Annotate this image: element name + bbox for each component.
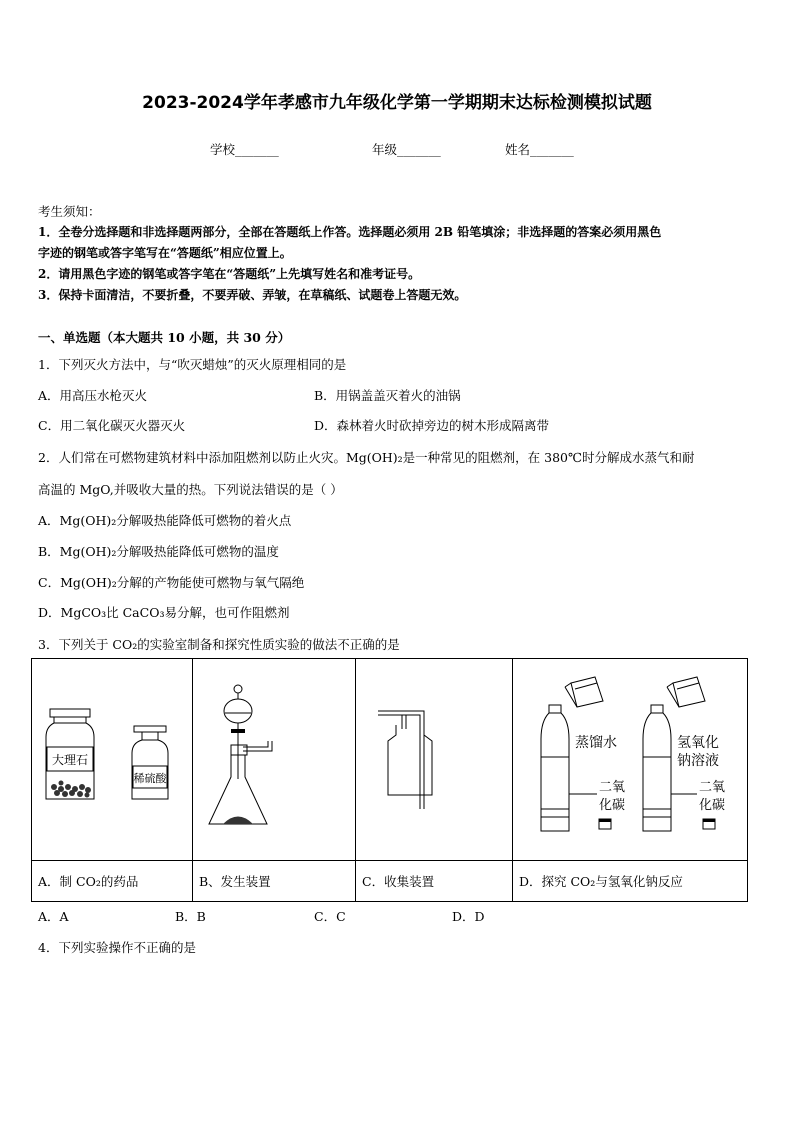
naoh-label-2: 钠溶液	[677, 753, 719, 769]
notice-item-1: 1．全卷分选择题和非选择题两部分，全部在答题纸上作答。选择题必须用 2B 铅笔填涂；非选择题的答案必须用黑色	[38, 225, 662, 239]
q2-option-b: B．Mg(OH)₂分解吸热能降低可燃物的温度	[38, 544, 279, 559]
notice-heading: 考生须知：	[38, 204, 101, 219]
q3-caption-a: A．制 CO₂的药品	[32, 861, 193, 902]
q3-cell-c-image	[356, 659, 513, 861]
co2-label-right-1: 二氧	[699, 780, 726, 795]
naoh-label-1: 氢氧化	[677, 735, 719, 751]
q3-cell-a-image	[32, 659, 193, 861]
co2-label-left-1: 二氧	[599, 780, 626, 795]
name-field: 姓名_______	[505, 142, 574, 157]
q3-option-a: A．A	[38, 909, 69, 924]
q3-option-c: C．C	[314, 909, 346, 924]
q3-stem: 3．下列关于 CO₂的实验室制备和探究性质实验的做法不正确的是	[38, 637, 400, 652]
q1-option-d: D．森林着火时砍掉旁边的树木形成隔离带	[314, 418, 550, 433]
notice-item-3: 3．保持卡面清洁，不要折叠，不要弄破、弄皱，在草稿纸、试题卷上答题无效。	[38, 288, 467, 302]
notice-item-2: 2．请用黑色字迹的钢笔或答字笔在“答题纸”上先填写姓名和准考证号。	[38, 267, 421, 281]
q3-caption-b: B、发生装置	[193, 861, 356, 902]
marble-label: 大理石	[51, 753, 89, 767]
gas-collection-bottle-illustration	[356, 659, 512, 856]
q2-option-c: C．Mg(OH)₂分解的产物能使可燃物与氧气隔绝	[38, 575, 305, 590]
q4-stem: 4．下列实验操作不正确的是	[38, 940, 196, 955]
q3-option-d: D．D	[452, 909, 485, 924]
co2-label-right-2: 化碳	[699, 798, 726, 813]
q1-stem: 1．下列灭火方法中，与“吹灭蜡烛”的灭火原理相同的是	[38, 357, 347, 372]
q3-caption-d: D．探究 CO₂与氢氧化钠反应	[513, 861, 748, 902]
page-title: 2023-2024学年孝感市九年级化学第一学期期末达标检测模拟试题	[142, 93, 652, 113]
q3-cell-b-image	[193, 659, 356, 861]
q2-stem-line2: 高温的 MgO,并吸收大量的热。下列说法错误的是（ ）	[38, 482, 343, 497]
q1-option-b: B．用锅盖盖灭着火的油锅	[314, 388, 461, 403]
q2-option-d: D．MgCO₃比 CaCO₃易分解，也可作阻燃剂	[38, 605, 290, 620]
q2-stem-line1: 2．人们常在可燃物建筑材料中添加阻燃剂以防止火灾。Mg(OH)₂是一种常见的阻燃剂，在 380℃时分解成水蒸气和耐	[38, 450, 695, 465]
reagent-bottles-illustration	[32, 659, 192, 856]
section-heading: 一、单选题（本大题共 10 小题，共 30 分）	[38, 330, 291, 345]
co2-label-left-2: 化碳	[599, 798, 626, 813]
q1-option-c: C．用二氧化碳灭火器灭火	[38, 418, 186, 433]
grade-field: 年级_______	[372, 142, 441, 157]
plastic-bottles-illustration	[513, 659, 747, 856]
q1-option-a: A．用高压水枪灭火	[38, 388, 148, 403]
notice-item-1-cont: 字迹的钢笔或答字笔写在“答题纸”相应位置上。	[38, 246, 292, 260]
flask-generator-illustration	[193, 659, 355, 856]
q3-figure-table	[31, 658, 748, 902]
school-field: 学校_______	[210, 142, 279, 157]
q3-caption-c: C．收集装置	[356, 861, 513, 902]
q3-option-b: B．B	[175, 909, 206, 924]
q3-cell-d-image	[513, 659, 748, 861]
water-label: 蒸馏水	[575, 735, 617, 751]
acid-label: 稀硫酸	[133, 772, 167, 785]
q2-option-a: A．Mg(OH)₂分解吸热能降低可燃物的着火点	[38, 513, 292, 528]
